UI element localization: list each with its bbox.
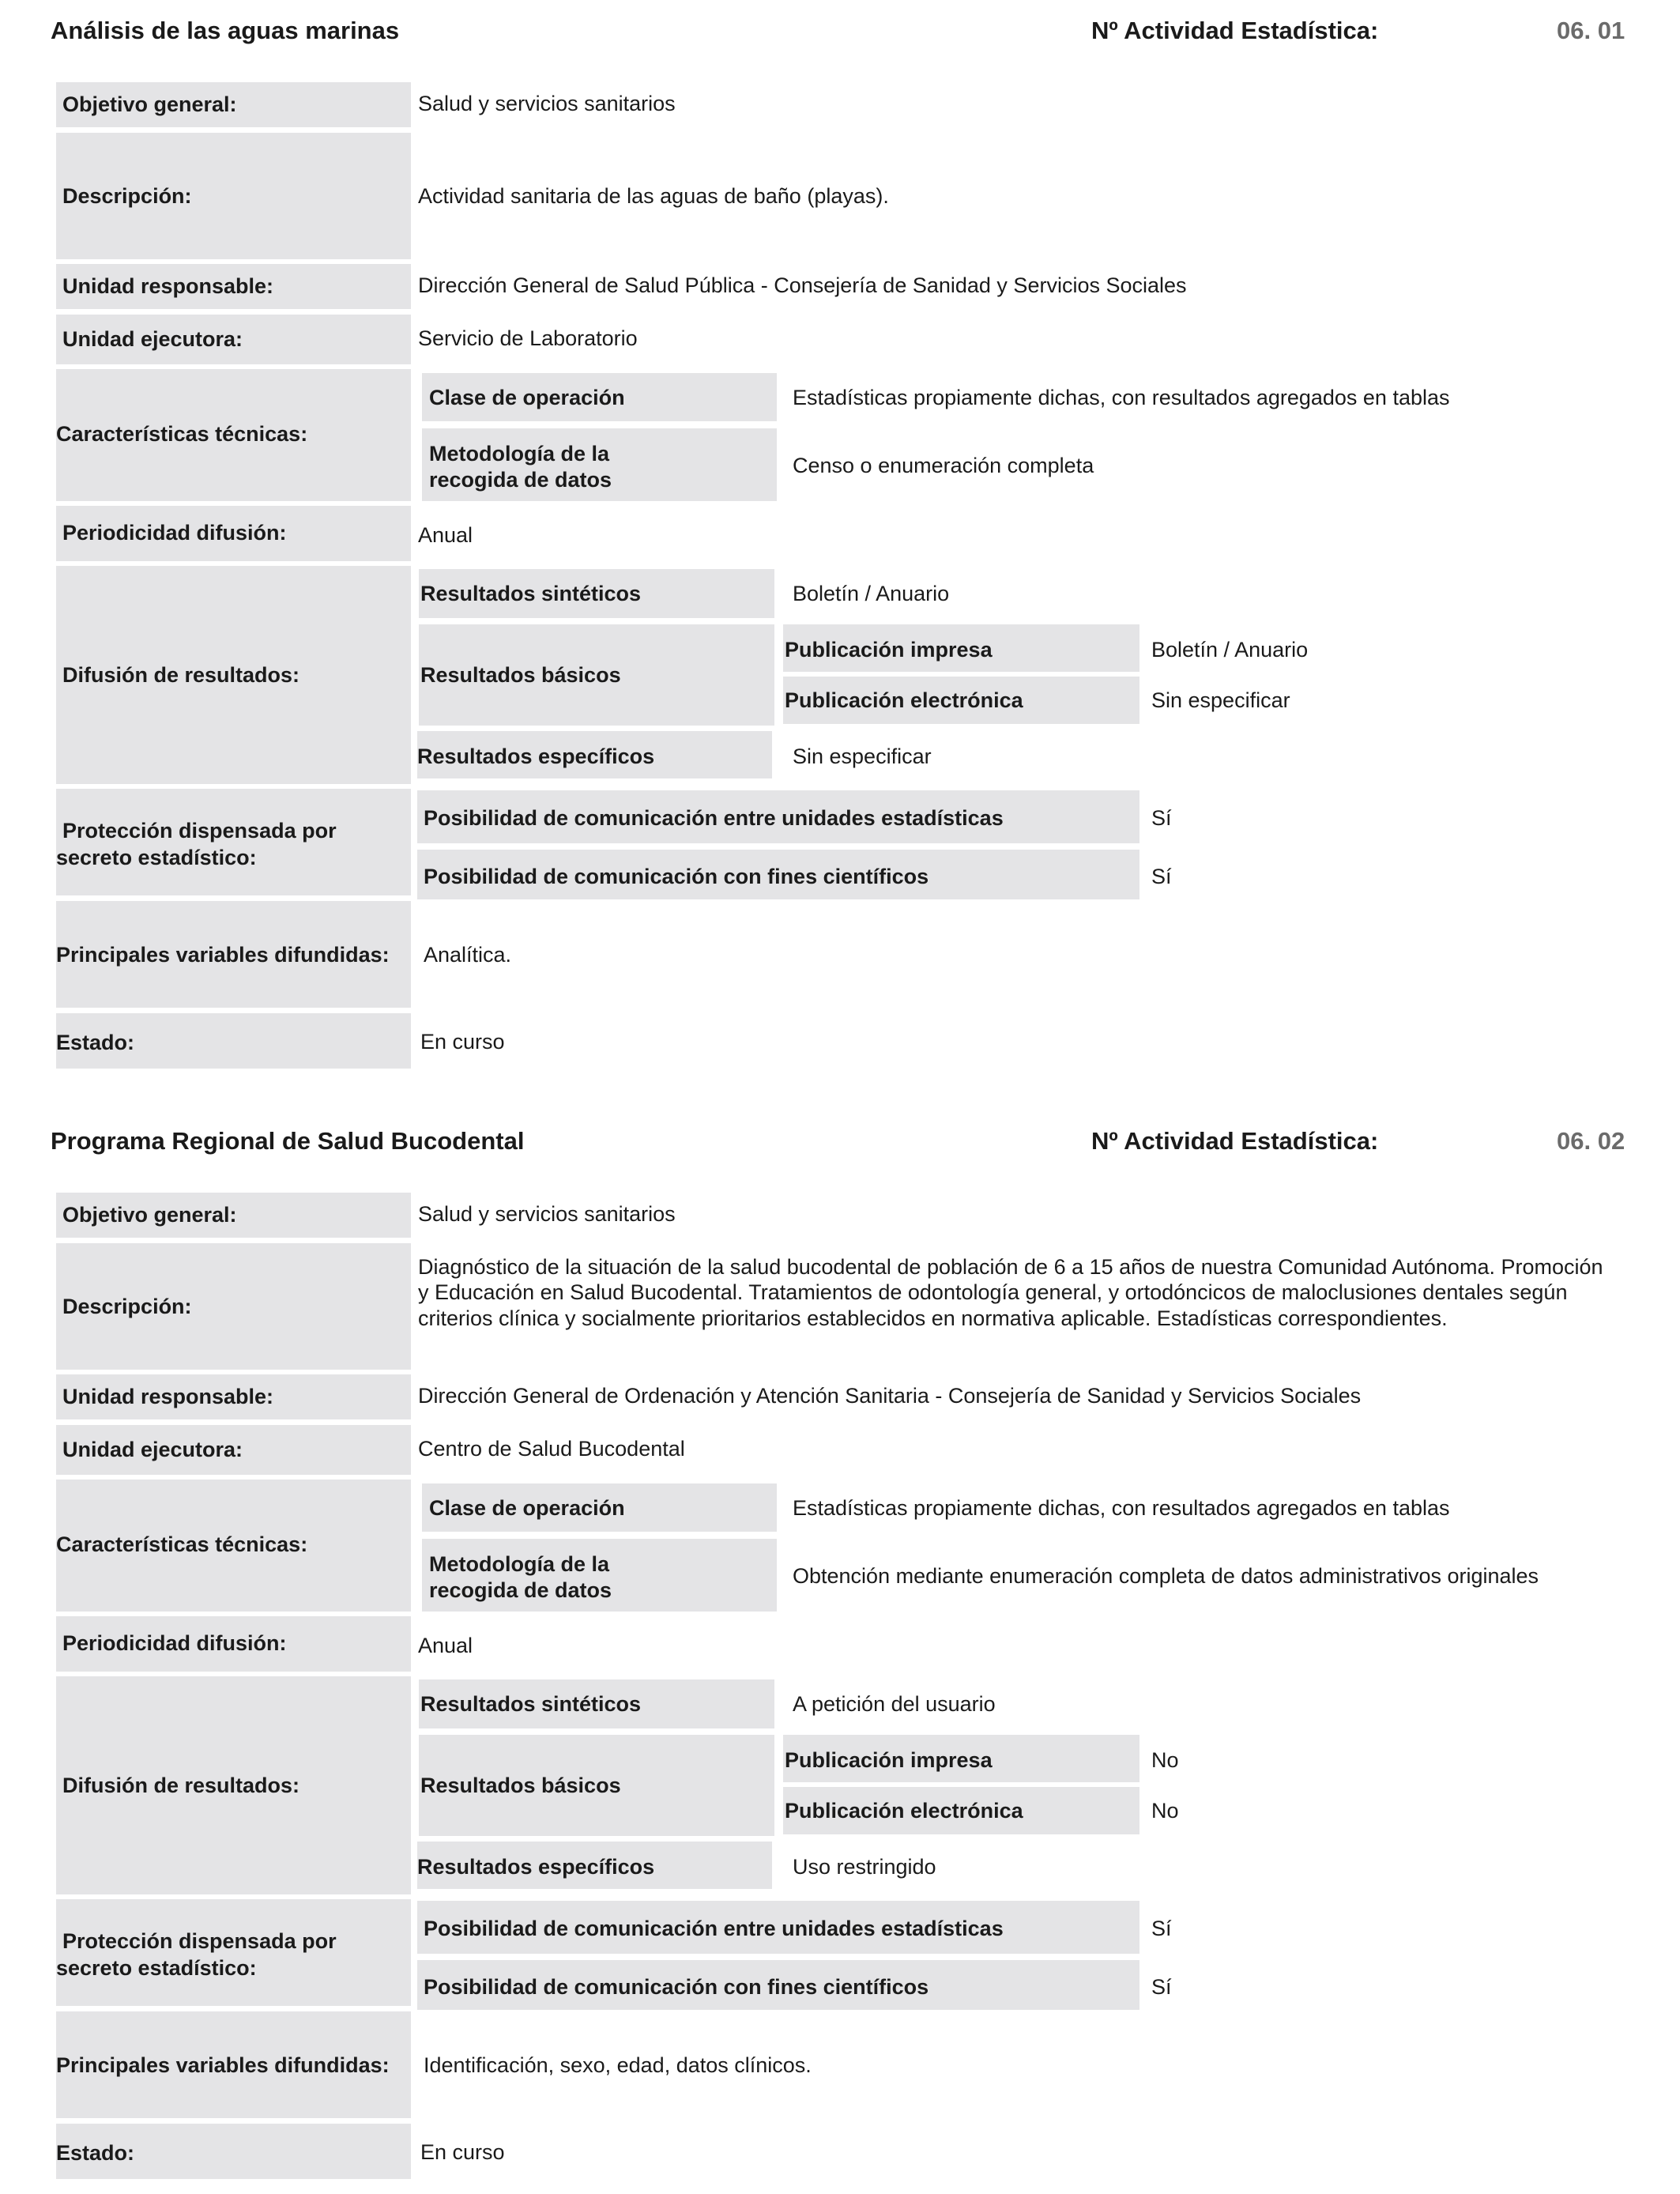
label-periodicidad: Periodicidad difusión: — [62, 1631, 287, 1655]
value-res-especificos: Uso restringido — [793, 1855, 936, 1879]
value-estado: En curso — [420, 1030, 505, 1054]
value-com-unidades: Sí — [1151, 806, 1172, 830]
value-com-cientificos: Sí — [1151, 1975, 1172, 1999]
value-pub-electronica: Sin especificar — [1151, 688, 1290, 712]
label-periodicidad: Periodicidad difusión: — [62, 521, 287, 545]
sublabel-com-unidades: Posibilidad de comunicación entre unidades estadísticas — [424, 1917, 1004, 1940]
label-difusion: Difusión de resultados: — [62, 1774, 300, 1797]
value-res-sinteticos: A petición del usuario — [793, 1692, 996, 1716]
value-objetivo: Salud y servicios sanitarios — [418, 92, 676, 115]
value-res-especificos: Sin especificar — [793, 745, 932, 768]
label-variables: Principales variables difundidas: — [56, 943, 390, 967]
label-objetivo: Objetivo general: — [62, 1203, 237, 1227]
label-unidad-ejecutora: Unidad ejecutora: — [62, 327, 243, 351]
value-descripcion: Actividad sanitaria de las aguas de baño (playas). — [418, 184, 889, 208]
label-proteccion-2: secreto estadístico: — [56, 846, 257, 869]
value-res-sinteticos: Boletín / Anuario — [793, 582, 950, 605]
sublabel-clase-operacion: Clase de operación — [429, 386, 625, 409]
label-proteccion-2: secreto estadístico: — [56, 1956, 257, 1980]
label-proteccion-1: Protección dispensada por — [62, 819, 337, 843]
sublabel-com-unidades: Posibilidad de comunicación entre unidades estadísticas — [424, 806, 1004, 830]
value-unidad-ejecutora: Servicio de Laboratorio — [418, 326, 638, 350]
sublabel-res-basicos: Resultados básicos — [420, 1774, 621, 1797]
sublabel-metodologia-1: Metodología de la — [429, 442, 610, 466]
label-proteccion-1: Protección dispensada por — [62, 1929, 337, 1953]
sublabel-clase-operacion: Clase de operación — [429, 1496, 625, 1520]
label-difusion: Difusión de resultados: — [62, 663, 300, 687]
label-caracteristicas: Características técnicas: — [56, 1532, 308, 1556]
value-objetivo: Salud y servicios sanitarios — [418, 1202, 676, 1226]
activity-number: 06. 02 — [1557, 1127, 1625, 1155]
sublabel-res-sinteticos: Resultados sintéticos — [420, 1692, 642, 1716]
activity-number-label: Nº Actividad Estadística: — [1091, 1127, 1379, 1155]
value-clase-operacion: Estadísticas propiamente dichas, con resultados agregados en tablas — [793, 386, 1450, 409]
value-clase-operacion: Estadísticas propiamente dichas, con resultados agregados en tablas — [793, 1496, 1450, 1520]
value-com-unidades: Sí — [1151, 1917, 1172, 1940]
value-unidad-responsable: Dirección General de Ordenación y Atención Sanitaria - Consejería de Sanidad y Servicios Sociales — [418, 1384, 1362, 1408]
sublabel-res-sinteticos: Resultados sintéticos — [420, 582, 642, 605]
value-estado: En curso — [420, 2140, 505, 2164]
sublabel-pub-electronica: Publicación electrónica — [785, 688, 1023, 712]
label-descripcion: Descripción: — [62, 184, 192, 208]
sublabel-metodologia-2: recogida de datos — [429, 468, 612, 492]
value-pub-impresa: Boletín / Anuario — [1151, 638, 1309, 662]
value-variables: Identificación, sexo, edad, datos clínicos. — [424, 2053, 812, 2077]
label-variables: Principales variables difundidas: — [56, 2053, 390, 2077]
label-unidad-responsable: Unidad responsable: — [62, 274, 274, 298]
sublabel-pub-impresa: Publicación impresa — [785, 1748, 993, 1772]
value-pub-electronica: No — [1151, 1799, 1179, 1823]
label-objetivo: Objetivo general: — [62, 92, 237, 116]
activity-number: 06. 01 — [1557, 17, 1625, 44]
value-metodologia: Obtención mediante enumeración completa de datos administrativos originales — [793, 1564, 1539, 1588]
value-metodologia: Censo o enumeración completa — [793, 454, 1094, 477]
value-variables: Analítica. — [424, 943, 512, 967]
value-pub-impresa: No — [1151, 1748, 1179, 1772]
sublabel-res-basicos: Resultados básicos — [420, 663, 621, 687]
label-descripcion: Descripción: — [62, 1295, 192, 1318]
value-com-cientificos: Sí — [1151, 865, 1172, 888]
sublabel-pub-impresa: Publicación impresa — [785, 638, 993, 662]
value-periodicidad: Anual — [418, 523, 473, 547]
label-unidad-responsable: Unidad responsable: — [62, 1385, 274, 1408]
value-unidad-ejecutora: Centro de Salud Bucodental — [418, 1437, 685, 1461]
label-unidad-ejecutora: Unidad ejecutora: — [62, 1438, 243, 1461]
sublabel-com-cientificos: Posibilidad de comunicación con fines científicos — [424, 1975, 929, 1999]
sublabel-metodologia-1: Metodología de la — [429, 1552, 610, 1576]
label-estado: Estado: — [56, 2141, 135, 2165]
sublabel-pub-electronica: Publicación electrónica — [785, 1799, 1023, 1823]
sublabel-res-especificos: Resultados específicos — [417, 1855, 655, 1879]
value-periodicidad: Anual — [418, 1634, 473, 1657]
sublabel-com-cientificos: Posibilidad de comunicación con fines científicos — [424, 865, 929, 888]
value-unidad-responsable: Dirección General de Salud Pública - Consejería de Sanidad y Servicios Sociales — [418, 273, 1187, 297]
sublabel-res-especificos: Resultados específicos — [417, 745, 655, 768]
activity-title: Análisis de las aguas marinas — [51, 17, 400, 44]
activity-number-label: Nº Actividad Estadística: — [1091, 17, 1379, 44]
label-estado: Estado: — [56, 1031, 135, 1054]
value-descripcion: Diagnóstico de la situación de la salud bucodental de población de 6 a 15 años de nuestra Comunidad Autónoma. Promoción y Educación en Salud Bucodental. Tratamientos de odontología general, y ortodóncicos de maloclusiones dentales según criterios clínica y socialmente prioritarios establecidos en normativa aplicable. Estadísticas correspondientes. — [418, 1255, 1603, 1330]
sublabel-metodologia-2: recogida de datos — [429, 1578, 612, 1602]
activity-title: Programa Regional de Salud Bucodental — [51, 1127, 525, 1155]
label-caracteristicas: Características técnicas: — [56, 422, 308, 446]
